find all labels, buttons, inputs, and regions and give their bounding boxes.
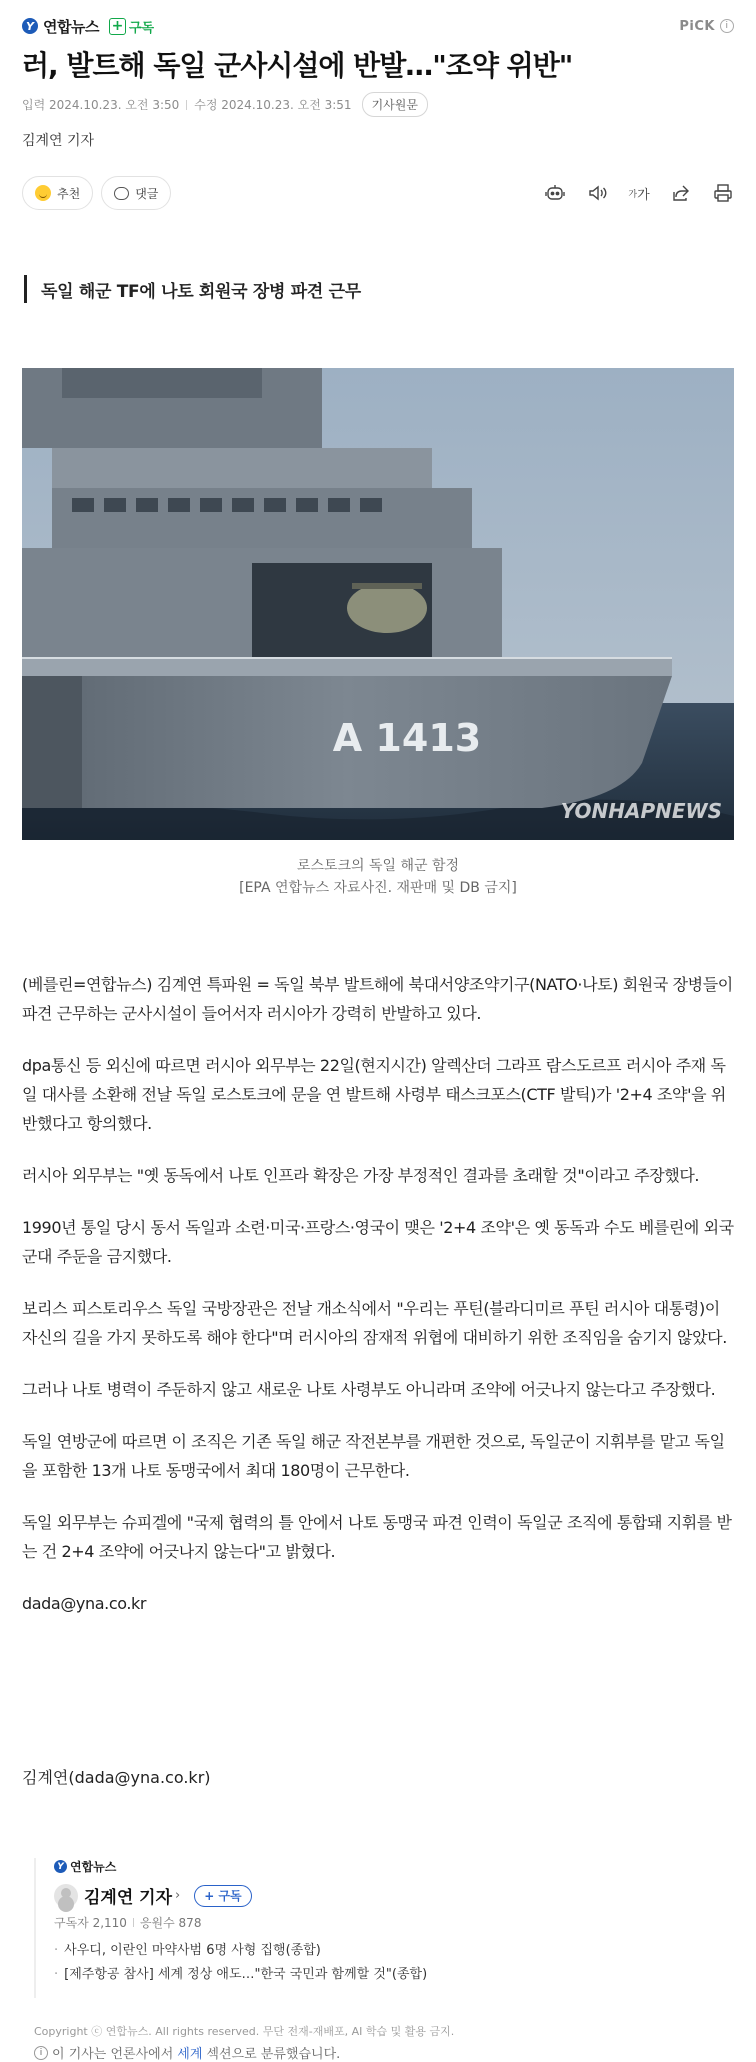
section-classification (34, 2043, 340, 2062)
card-reporter-row (54, 1883, 724, 1908)
avatar[interactable] (54, 1884, 78, 1908)
recommend-label: 추천 (57, 186, 81, 201)
article-photo[interactable] (22, 368, 734, 840)
caption-credit: [EPA 연합뉴스 자료사진. 재판매 및 DB 금지] (239, 880, 517, 896)
smile-icon (35, 185, 51, 201)
info-icon: i (34, 2046, 48, 2060)
card-stats (54, 1914, 724, 1931)
warship-image (22, 368, 734, 840)
article-tools (544, 182, 734, 204)
card-press-logo[interactable] (54, 1858, 724, 1875)
font-size-small-icon: 가 (628, 189, 638, 200)
card-reporter-name[interactable]: 김계연 기자 (84, 1888, 173, 1908)
hull-number: A 1413 (332, 716, 482, 760)
reporter-subscribe-button[interactable]: + 구독 (194, 1885, 251, 1907)
classify-suffix: 섹션으로 분류했습니다. (206, 2047, 341, 2062)
subscribe-label: 구독 (128, 20, 155, 36)
modified-date: 수정 2024.10.23. 오전 3:51 (194, 98, 352, 112)
article-actions (22, 175, 734, 211)
info-icon[interactable]: i (720, 19, 734, 33)
top-bar (22, 12, 734, 40)
print-icon[interactable] (712, 182, 734, 204)
article-paragraph: 그러나 나토 병력이 주둔하지 않고 새로운 나토 사령부도 아니라며 조약에 어긋나지 않는다고 주장했다. (22, 1380, 716, 1399)
comment-icon (114, 187, 129, 200)
caption-title: 로스토크의 독일 해군 함정 (296, 858, 460, 874)
font-size-button[interactable] (628, 182, 650, 204)
article-paragraph: 보리스 피스토리우스 독일 국방장관은 전날 개소식에서 "우리는 푸틴(블라디미르 푸틴 러시아 대통령)이 자신의 길을 가지 못하도록 해야 한다"며 러시아의 잠재적 위협에 대비하기 위한 조직임을 숨기지 않았다. (22, 1299, 727, 1347)
reporter-news-link[interactable]: · [제주항공 참사] 세계 정상 애도…"한국 국민과 함께할 것"(종합) (54, 1963, 724, 1987)
published-date: 입력 2024.10.23. 오전 3:50 (22, 98, 180, 112)
photo-caption (22, 855, 734, 899)
press-logo-icon: Y (54, 1860, 67, 1873)
original-article-button[interactable]: 기사원문 (362, 92, 428, 117)
article-paragraph: 독일 연방군에 따르면 이 조직은 기존 독일 해군 작전본부를 개편한 것으로, 독일군이 지휘부를 맡고 독일을 포함한 13개 나토 동맹국에서 최대 180명이 근무한다. (22, 1432, 725, 1480)
card-press-name: 연합뉴스 (70, 1860, 117, 1874)
press-logo-icon: Y (22, 18, 38, 34)
recommend-button[interactable] (22, 176, 93, 210)
comment-button[interactable] (101, 176, 171, 210)
classify-prefix: 이 기사는 언론사에서 (52, 2047, 174, 2062)
reporter-news-list (54, 1939, 724, 1987)
pick-badge[interactable] (679, 19, 734, 34)
font-size-label: 가 (637, 187, 650, 203)
share-icon[interactable] (670, 182, 692, 204)
comment-label: 댓글 (135, 186, 159, 201)
photo-watermark: YONHAPNEWS (560, 799, 722, 823)
author-signature: 김계연(dada@yna.co.kr) (22, 1768, 211, 1787)
article-subheading: 독일 해군 TF에 나토 회원국 장병 파견 근무 (24, 275, 361, 303)
section-link[interactable]: 세계 (177, 2047, 203, 2062)
speaker-icon[interactable] (586, 182, 608, 204)
cheer-count: 응원수 878 (139, 1916, 202, 1930)
article-paragraph: 러시아 외무부는 "옛 동독에서 나토 인프라 확장은 가장 부정적인 결과를 초래할 것"이라고 주장했다. (22, 1166, 700, 1185)
reporter-card (34, 1858, 724, 1998)
article-paragraph: 독일 외무부는 슈피겔에 "국제 협력의 틀 안에서 나토 동맹국 파견 인력이 독일군 조직에 통합돼 지휘를 받는 건 2+4 조약에 어긋나지 않는다"고 밝혔다. (22, 1513, 732, 1561)
copyright-notice: Copyright ⓒ 연합뉴스. All rights reserved. 무단 전재-재배포, AI 학습 및 활용 금지. (34, 2025, 455, 2038)
press-name: 연합뉴스 (43, 17, 99, 36)
reporter-news-link[interactable]: · 사우디, 이란인 마약사범 6명 사형 집행(종합) (54, 1939, 724, 1963)
chevron-right-icon[interactable]: › (175, 1888, 181, 1903)
subscribe-button[interactable] (109, 17, 154, 36)
reporter-name[interactable]: 김계연 기자 (22, 133, 95, 149)
press-logo[interactable] (22, 16, 99, 37)
article-title: 러, 발트해 독일 군사시설에 반발…"조약 위반" (22, 49, 573, 82)
reporter-email: dada@yna.co.kr (22, 1594, 147, 1613)
article-paragraph: (베를린=연합뉴스) 김계연 특파원 = 독일 북부 발트해에 북대서양조약기구(NATO·나토) 회원국 장병들이 파견 근무하는 군사시설이 들어서자 러시아가 강력히 반발하고 있다. (22, 975, 733, 1023)
summary-bot-icon[interactable] (544, 182, 566, 204)
stats-divider (133, 1918, 134, 1927)
subscriber-count: 구독자 2,110 (54, 1916, 127, 1930)
pick-label: PiCK (679, 18, 715, 34)
plus-icon: + (109, 18, 126, 35)
article-meta (22, 92, 428, 117)
article-paragraph: 1990년 통일 당시 동서 독일과 소련·미국·프랑스·영국이 맺은 '2+4 조약'은 옛 동독과 수도 베를린에 외국 군대 주둔을 금지했다. (22, 1218, 734, 1266)
article-body (22, 970, 734, 1641)
meta-divider (186, 100, 187, 110)
article-paragraph: dpa통신 등 외신에 따르면 러시아 외무부는 22일(현지시간) 알렉산더 그라프 람스도르프 러시아 주재 독일 대사를 소환해 전날 독일 로스토크에 문을 연 발트해 사령부 태스크포스(CTF 발틱)가 '2+4 조약'을 위반했다고 항의했다. (22, 1056, 726, 1133)
